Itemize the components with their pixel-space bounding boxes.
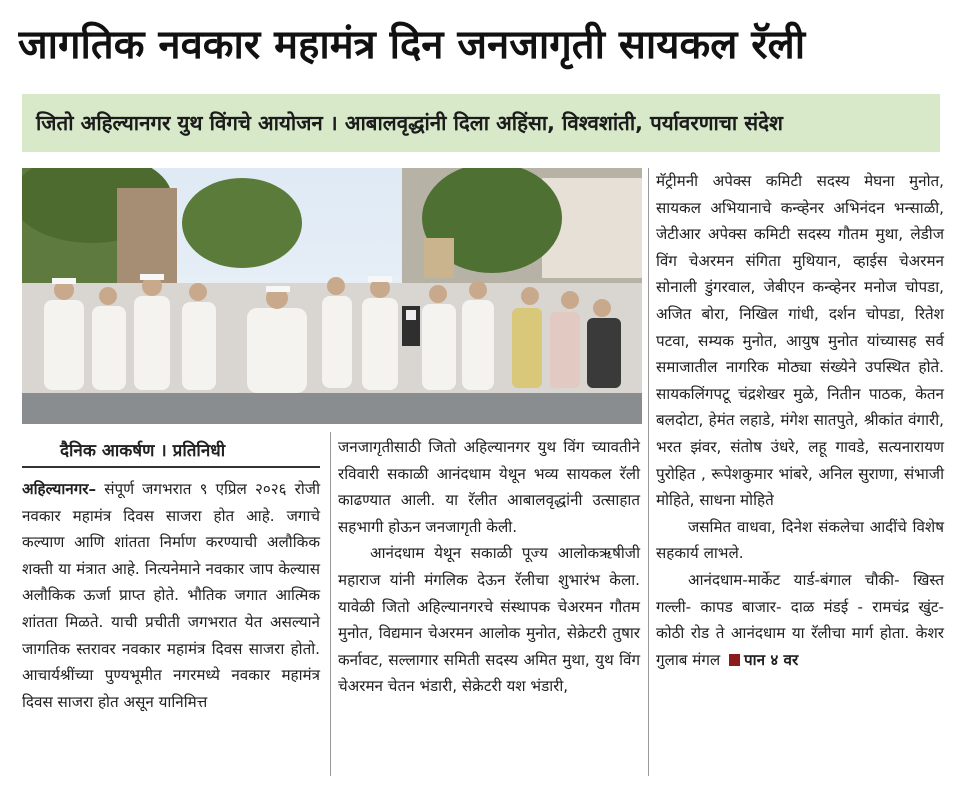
- article-paragraph: आनंदधाम येथून सकाळी पूज्य आलोकऋषीजी महाराज यांनी मंगलिक देऊन रॅलीचा शुभारंभ केला. यावेळी जितो अहिल्यानगरचे संस्थापक चेअरमन गौतम मुनोत, विद्यमान चेअरमन आलोक मुनोत, सेक्रेटरी तुषार कर्नावट, सल्लागार समिती सदस्य अमित मुथा, युथ विंग चेअरमन चेतन भंडारी, सेक्रेटरी यश भंडारी,: [338, 544, 640, 696]
- article-column-1: [22, 476, 320, 715]
- column-divider: [648, 168, 649, 776]
- group-photo-icon: [22, 168, 642, 424]
- byline: दैनिक आकर्षण । प्रतिनिधी: [60, 441, 226, 461]
- byline-divider: [22, 466, 320, 468]
- article-column-2: [338, 434, 640, 700]
- square-bullet-icon: [729, 654, 740, 666]
- article-paragraph: संपूर्ण जगभरात ९ एप्रिल २०२६ रोजी नवकार महामंत्र दिवस साजरा होत आहे. जगाचे कल्याण आणि शांतता निर्माण करण्याची अलौकिक शक्ती या मंत्रात आहे. नित्यनेमाने नवकार जाप केल्यास अलौकिक ऊर्जा प्राप्त होते. भौतिक जगात आत्मिक शांतता मिळते. याची प्रचीती जगभरात येत असल्याने जागतिक स्तरावर नवकार महामंत्र दिवस साजरा होतो. आचार्यश्रींच्या पुण्यभूमीत नगरमध्ये नवकार महामंत्र दिवस साजरा होत असून यानिमित्त: [22, 480, 320, 711]
- article-paragraph: जनजागृतीसाठी जितो अहिल्यानगर युथ विंग च्यावतीने रविवारी सकाळी आनंदधाम येथून भव्य सायकल रॅली काढण्यात आली. या रॅलीत आबालवृद्धांनी उत्साहात सहभागी होऊन जनजागृती केली.: [338, 438, 640, 536]
- subheadline: जितो अहिल्यानगर युथ विंगचे आयोजन । आबालवृद्धांनी दिला अहिंसा, विश्वशांती, पर्यावरणाचा संदेश: [22, 94, 940, 152]
- article-column-3: [656, 168, 944, 673]
- dateline: अहिल्यानगर–: [22, 480, 97, 498]
- article-paragraph: [656, 567, 944, 673]
- column-divider: [330, 432, 331, 776]
- route-text: आनंदधाम-मार्केट यार्ड-बंगाल चौकी- खिस्त गल्ली- कापड बाजार- दाळ मंडई - रामचंद्र खुंट- कोठी रोड ते आनंदधाम या रॅलीचा मार्ग होता. केशर गुलाब मंगल: [656, 570, 944, 669]
- article-paragraph: मॅट्रीमनी अपेक्स कमिटी सदस्य मेघना मुनोत, सायकल अभियानाचे कन्व्हेनर अभिनंदन भन्साळी, जेटीआर अपेक्स कमिटी सदस्य गौतम मुथा, लेडीज विंग चेअरमन संगिता मुथियान, व्हाईस चेअरमन सोनाली डुंगरवाल, जेबीएन कन्व्हेनर मनोज चोपडा, अजित बोरा, निखिल गांधी, दर्शन चोपडा, रितेश पटवा, सम्यक मुनोत, आयुष मुनोत यांच्यासह सर्व समाजातील नागरिक मोठ्या संख्येने उपस्थित होते. सायकलिंगपटू चंद्रशेखर मुळे, नितीन पाठक, केतन बलदोटा, हेमंत लहाडे, मंगेश सातपुते, श्रीकांत वंगारी, भरत झंवर, संतोष उंधरे, लहू गावडे, सत्यनारायण पुरोहित , रूपेशकुमार भांबरे, अनिल सुराणा, संभाजी मोहिते, साधना मोहिते: [656, 172, 944, 510]
- article-paragraph: जसमित वाधवा, दिनेश संकलेचा आदींचे विशेष सहकार्य लाभले.: [656, 517, 944, 563]
- rally-group-photo: [22, 168, 642, 424]
- headline: जागतिक नवकार महामंत्र दिन जनजागृती सायकल रॅली: [18, 22, 806, 68]
- continued-label: पान ४ वर: [744, 650, 799, 669]
- continued-marker: [725, 651, 798, 669]
